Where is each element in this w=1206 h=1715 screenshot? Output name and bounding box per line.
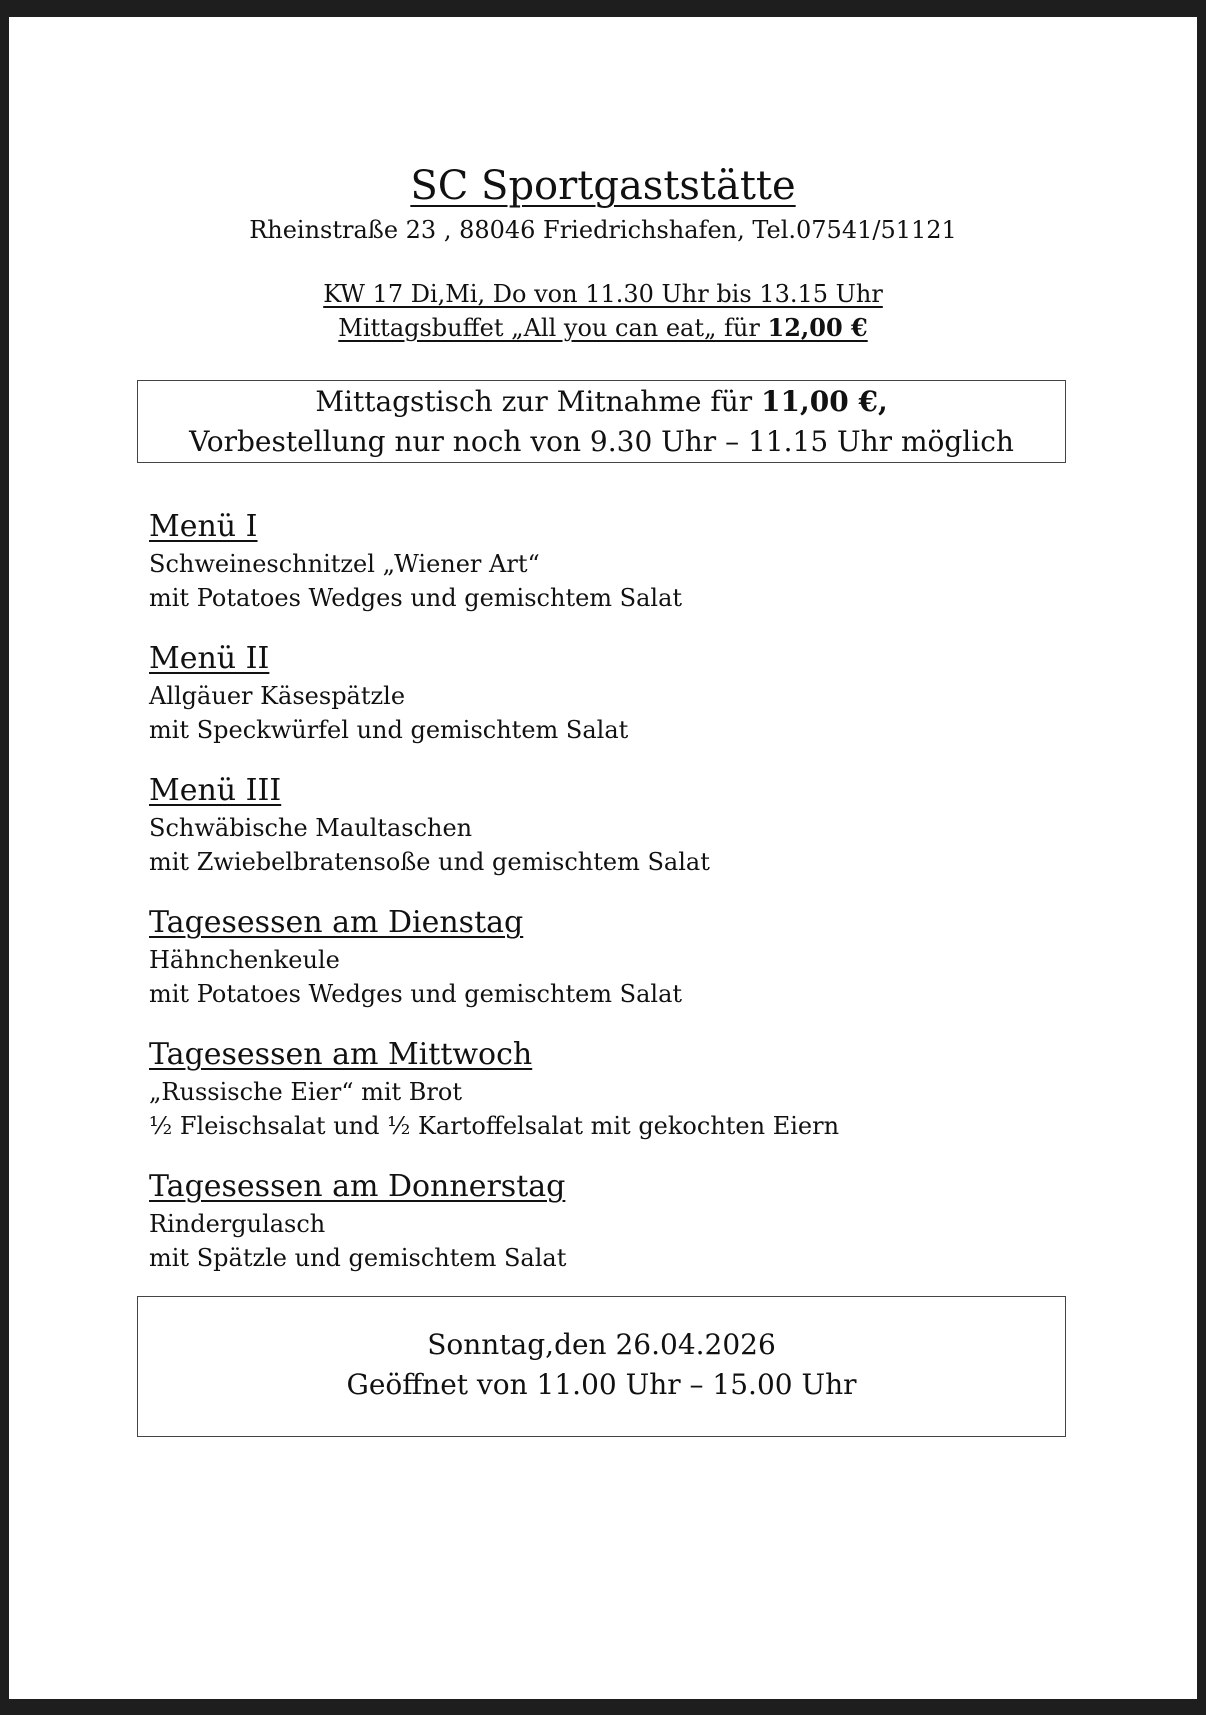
preorder-line: Vorbestellung nur noch von 9.30 Uhr – 11.15 Uhr möglich xyxy=(189,425,1014,458)
menu-section-thursday xyxy=(149,1167,1109,1275)
menu-heading: Tagesessen am Donnerstag xyxy=(149,1169,566,1204)
menu-dish: Rindergulasch xyxy=(149,1210,326,1238)
menu-side: mit Potatoes Wedges und gemischtem Salat xyxy=(149,584,683,612)
sunday-hours: Geöffnet von 11.00 Uhr – 15.00 Uhr xyxy=(346,1368,857,1401)
menu-side: mit Zwiebelbratensoße und gemischtem Salat xyxy=(149,848,710,876)
takeaway-price-line xyxy=(138,382,1065,422)
menu-dish: Hähnchenkeule xyxy=(149,946,340,974)
takeaway-text: Mittagstisch zur Mitnahme für xyxy=(315,385,762,418)
menu-side: mit Potatoes Wedges und gemischtem Salat xyxy=(149,980,683,1008)
menu-list xyxy=(149,507,1109,1299)
buffet-price: 12,00 € xyxy=(767,313,868,342)
address-line: Rheinstraße 23 , 88046 Friedrichshafen, Tel.07541/51121 xyxy=(249,216,957,244)
sunday-box xyxy=(137,1296,1066,1437)
menu-dish: Schwäbische Maultaschen xyxy=(149,814,473,842)
menu-dish: Allgäuer Käsespätzle xyxy=(149,682,406,710)
menu-heading: Menü II xyxy=(149,641,270,676)
menu-side: mit Spätzle und gemischtem Salat xyxy=(149,1244,567,1272)
takeaway-box xyxy=(137,380,1066,463)
menu-side: mit Speckwürfel und gemischtem Salat xyxy=(149,716,629,744)
buffet-line xyxy=(9,313,1197,342)
buffet-text: Mittagsbuffet „All you can eat„ für xyxy=(338,314,768,342)
menu-dish: „Russische Eier“ mit Brot xyxy=(149,1078,462,1106)
menu-heading: Tagesessen am Dienstag xyxy=(149,905,524,940)
menu-heading: Menü III xyxy=(149,773,282,808)
menu-heading: Tagesessen am Mittwoch xyxy=(149,1037,533,1072)
menu-section-menu-3 xyxy=(149,771,1109,879)
menu-dish: Schweineschnitzel „Wiener Art“ xyxy=(149,550,540,578)
takeaway-price: 11,00 €, xyxy=(761,385,888,418)
menu-heading: Menü I xyxy=(149,509,258,544)
menu-section-menu-2 xyxy=(149,639,1109,747)
menu-section-wednesday xyxy=(149,1035,1109,1143)
document-page xyxy=(9,17,1197,1699)
menu-side: ½ Fleischsalat und ½ Kartoffelsalat mit gekochten Eiern xyxy=(149,1112,840,1140)
menu-section-menu-1 xyxy=(149,507,1109,615)
page-title: SC Sportgaststätte xyxy=(410,163,796,209)
menu-section-tuesday xyxy=(149,903,1109,1011)
week-hours-line: KW 17 Di,Mi, Do von 11.30 Uhr bis 13.15 Uhr xyxy=(323,280,883,308)
sunday-date: Sonntag,den 26.04.2026 xyxy=(427,1328,776,1361)
